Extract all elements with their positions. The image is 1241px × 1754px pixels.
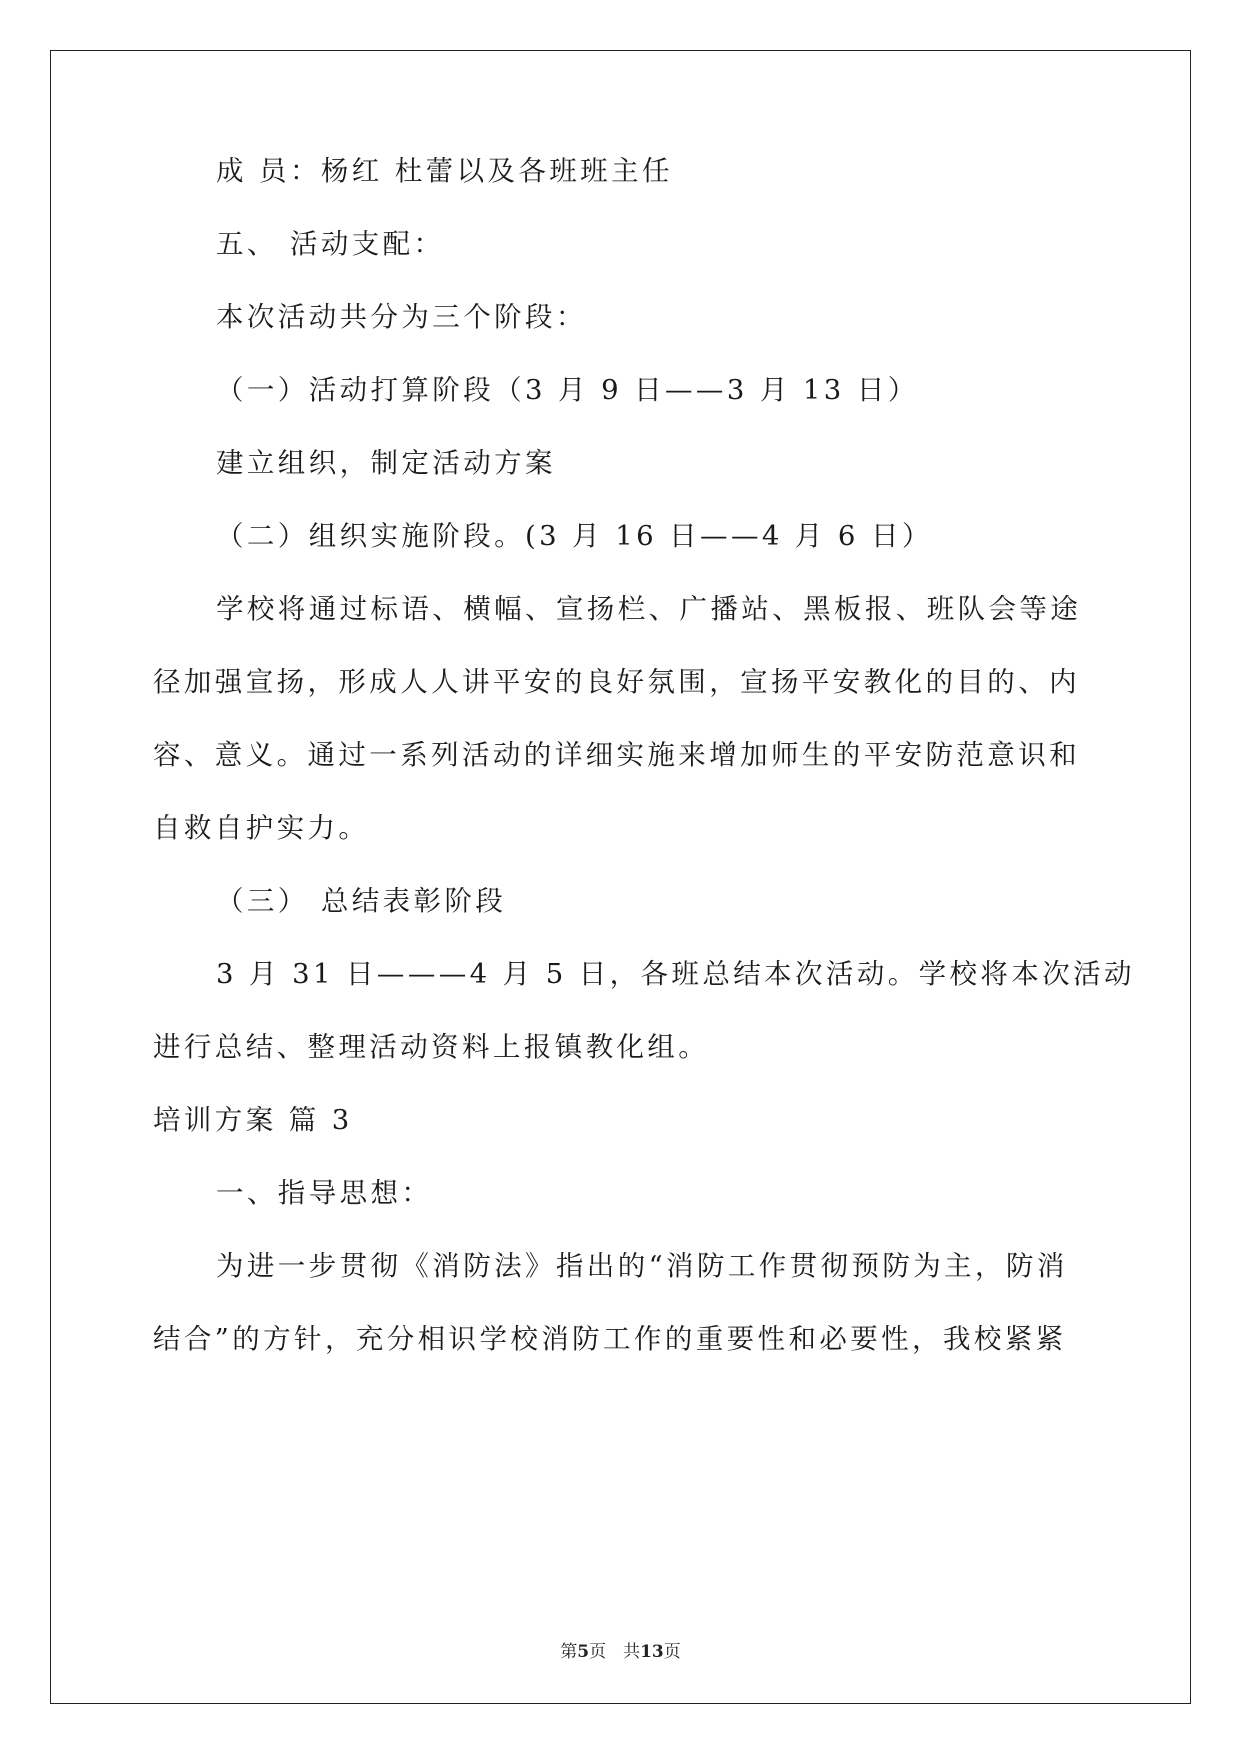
footer-prefix: 第 — [560, 1642, 578, 1662]
current-page-number: 5 — [577, 1642, 590, 1662]
paragraph-line: 学校将通过标语、横幅、宣扬栏、广播站、黑板报、班队会等途 — [216, 593, 1082, 625]
chapter-title: 培训方案 篇 3 — [153, 1104, 353, 1136]
paragraph-line: 容、意义。通过一系列活动的详细实施来增加师生的平安防范意识和 — [153, 739, 1080, 771]
subsection-heading: （二）组织实施阶段。(3 月 16 日——4 月 6 日） — [216, 520, 933, 552]
footer-suffix: 页 — [663, 1642, 681, 1662]
paragraph-line: 自救自护实力。 — [153, 812, 370, 844]
page-footer — [0, 1637, 1241, 1662]
paragraph-line: 3 月 31 日———4 月 5 日，各班总结本次活动。学校将本次活动 — [216, 958, 1135, 990]
paragraph-line: 进行总结、整理活动资料上报镇教化组。 — [153, 1031, 710, 1063]
section-heading: 一、指导思想： — [216, 1177, 433, 1209]
section-heading: 五、 活动支配： — [216, 228, 445, 260]
paragraph-line: 结合”的方针，充分相识学校消防工作的重要性和必要性，我校紧紧 — [153, 1323, 1067, 1355]
paragraph-line: 为进一步贯彻《消防法》指出的“消防工作贯彻预防为主，防消 — [216, 1250, 1068, 1282]
total-page-count: 13 — [640, 1642, 664, 1662]
footer-middle: 页 共 — [589, 1642, 641, 1662]
text-line: 成 员：杨红 杜蕾以及各班班主任 — [216, 155, 673, 187]
paragraph-line: 径加强宣扬，形成人人讲平安的良好氛围，宣扬平安教化的目的、内 — [153, 666, 1080, 698]
subsection-heading: （三） 总结表彰阶段 — [216, 885, 507, 917]
subsection-heading: （一）活动打算阶段（3 月 9 日——3 月 13 日） — [216, 374, 919, 406]
text-line: 本次活动共分为三个阶段： — [216, 301, 587, 333]
text-line: 建立组织，制定活动方案 — [216, 447, 556, 479]
page-border — [50, 50, 1191, 1704]
